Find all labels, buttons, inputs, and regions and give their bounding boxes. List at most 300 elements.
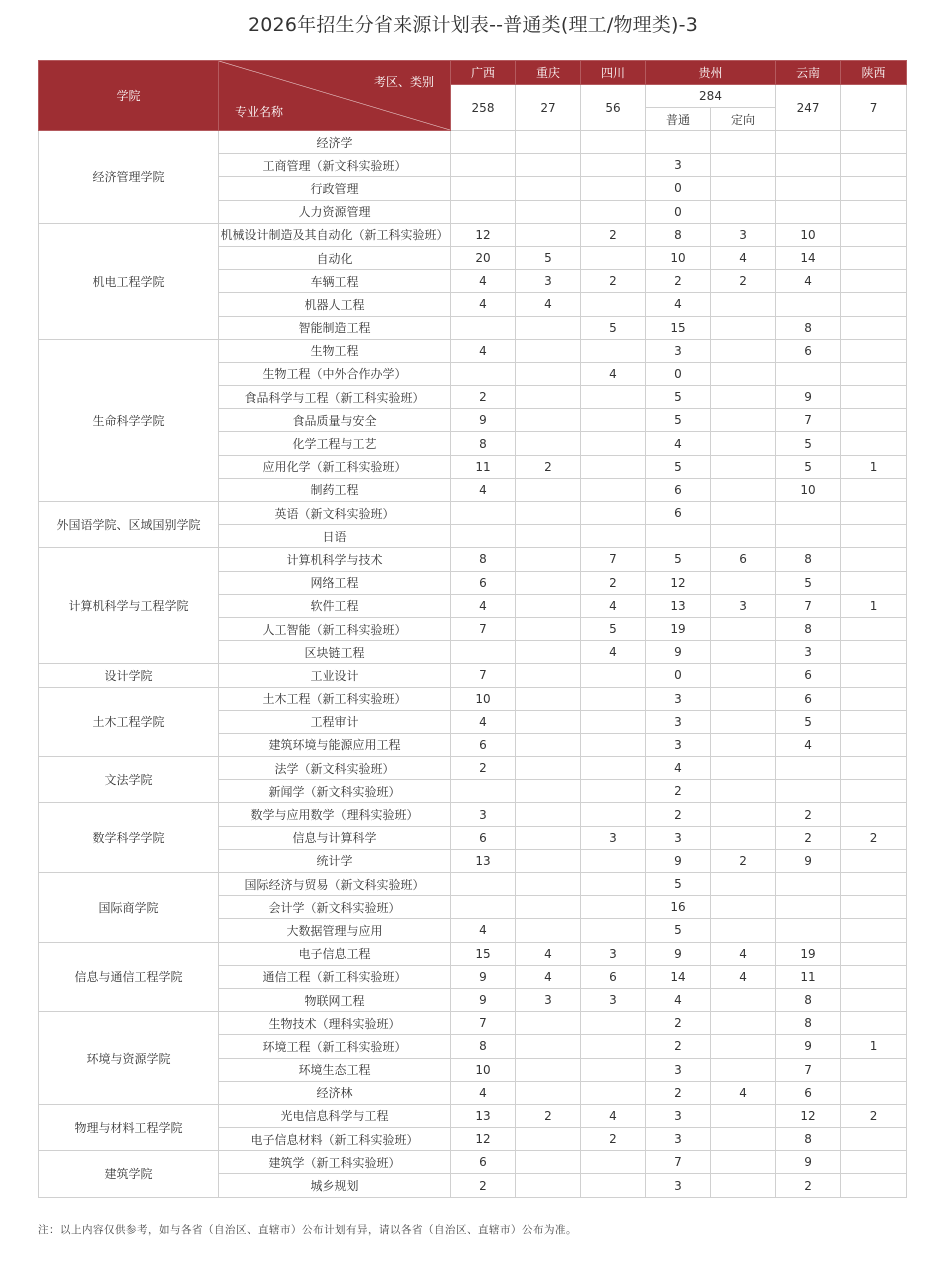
plan-count-cell <box>516 1174 581 1197</box>
plan-count-cell <box>841 502 907 525</box>
plan-count-cell: 4 <box>646 432 711 455</box>
plan-count-cell: 4 <box>711 246 776 269</box>
plan-count-cell: 7 <box>646 1151 711 1174</box>
plan-count-cell <box>581 478 646 501</box>
plan-count-cell: 3 <box>711 594 776 617</box>
plan-count-cell <box>841 757 907 780</box>
plan-count-cell <box>841 873 907 896</box>
plan-count-cell: 4 <box>451 1081 516 1104</box>
table-row <box>39 1012 907 1035</box>
plan-count-cell <box>841 478 907 501</box>
plan-count-cell: 3 <box>581 988 646 1011</box>
plan-count-cell <box>711 131 776 154</box>
plan-count-cell: 6 <box>451 826 516 849</box>
plan-count-cell: 6 <box>776 1081 841 1104</box>
plan-count-cell <box>711 617 776 640</box>
plan-count-cell: 6 <box>646 502 711 525</box>
major-name: 统计学 <box>219 849 451 872</box>
plan-count-cell <box>841 293 907 316</box>
plan-count-cell <box>776 200 841 223</box>
plan-count-cell: 3 <box>646 1058 711 1081</box>
plan-count-cell <box>711 1012 776 1035</box>
plan-count-cell: 7 <box>451 664 516 687</box>
plan-count-cell <box>711 687 776 710</box>
plan-count-cell: 8 <box>646 223 711 246</box>
plan-count-cell: 6 <box>776 664 841 687</box>
major-name: 大数据管理与应用 <box>219 919 451 942</box>
plan-count-cell: 8 <box>776 548 841 571</box>
plan-count-cell <box>841 246 907 269</box>
plan-count-cell: 4 <box>451 293 516 316</box>
plan-count-cell <box>516 757 581 780</box>
college-name: 计算机科学与工程学院 <box>39 548 219 664</box>
plan-count-cell: 3 <box>711 223 776 246</box>
plan-count-cell: 11 <box>451 455 516 478</box>
plan-count-cell: 3 <box>646 710 711 733</box>
plan-count-cell <box>776 131 841 154</box>
plan-count-cell <box>711 1151 776 1174</box>
plan-count-cell <box>581 131 646 154</box>
plan-count-cell: 2 <box>516 455 581 478</box>
plan-count-cell <box>581 757 646 780</box>
plan-count-cell <box>516 826 581 849</box>
plan-table <box>38 60 907 1198</box>
plan-count-cell <box>711 988 776 1011</box>
plan-count-cell: 2 <box>646 780 711 803</box>
plan-count-cell: 2 <box>776 1174 841 1197</box>
plan-count-cell <box>841 200 907 223</box>
plan-count-cell: 5 <box>581 617 646 640</box>
plan-count-cell <box>451 362 516 385</box>
major-name: 建筑环境与能源应用工程 <box>219 733 451 756</box>
table-row <box>39 339 907 362</box>
plan-count-cell <box>841 617 907 640</box>
plan-count-cell: 2 <box>451 1174 516 1197</box>
plan-count-cell <box>451 896 516 919</box>
plan-count-cell <box>516 548 581 571</box>
plan-count-cell <box>451 154 516 177</box>
plan-count-cell: 6 <box>646 478 711 501</box>
plan-count-cell <box>776 757 841 780</box>
plan-count-cell <box>451 177 516 200</box>
plan-count-cell: 12 <box>451 223 516 246</box>
plan-count-cell: 0 <box>646 664 711 687</box>
plan-count-cell <box>711 733 776 756</box>
plan-count-cell <box>841 316 907 339</box>
plan-count-cell: 2 <box>646 1035 711 1058</box>
major-name: 英语（新文科实验班） <box>219 502 451 525</box>
table-row <box>39 1104 907 1127</box>
plan-count-cell: 4 <box>711 1081 776 1104</box>
plan-count-cell <box>516 571 581 594</box>
plan-count-cell: 4 <box>581 1104 646 1127</box>
province-header-guizhou: 贵州 <box>646 61 776 85</box>
plan-count-cell: 1 <box>841 594 907 617</box>
plan-count-cell <box>841 803 907 826</box>
plan-count-cell <box>516 478 581 501</box>
plan-count-cell: 8 <box>451 548 516 571</box>
plan-count-cell: 4 <box>451 919 516 942</box>
plan-count-cell <box>581 1035 646 1058</box>
plan-count-cell <box>841 1174 907 1197</box>
table-row <box>39 873 907 896</box>
major-name: 日语 <box>219 525 451 548</box>
plan-count-cell <box>581 896 646 919</box>
plan-count-cell: 6 <box>451 571 516 594</box>
plan-count-cell: 0 <box>646 362 711 385</box>
plan-count-cell: 2 <box>581 571 646 594</box>
plan-count-cell: 20 <box>451 246 516 269</box>
table-row <box>39 131 907 154</box>
plan-count-cell: 4 <box>776 733 841 756</box>
plan-count-cell: 6 <box>776 339 841 362</box>
table-row <box>39 942 907 965</box>
plan-count-cell <box>841 641 907 664</box>
plan-count-cell <box>841 664 907 687</box>
plan-count-cell <box>711 757 776 780</box>
plan-count-cell <box>711 154 776 177</box>
plan-count-cell <box>581 293 646 316</box>
plan-count-cell <box>711 710 776 733</box>
province-header-shaanxi: 陕西 <box>841 61 907 85</box>
plan-count-cell <box>711 1058 776 1081</box>
plan-count-cell: 2 <box>711 849 776 872</box>
major-name: 法学（新文科实验班） <box>219 757 451 780</box>
major-name: 行政管理 <box>219 177 451 200</box>
plan-count-cell <box>451 641 516 664</box>
plan-count-cell <box>516 131 581 154</box>
plan-count-cell <box>711 293 776 316</box>
major-name: 人力资源管理 <box>219 200 451 223</box>
major-name: 电子信息工程 <box>219 942 451 965</box>
plan-count-cell <box>776 780 841 803</box>
plan-count-cell <box>711 177 776 200</box>
plan-count-cell: 3 <box>581 942 646 965</box>
plan-count-cell <box>711 571 776 594</box>
total-chongqing: 27 <box>516 85 581 131</box>
plan-count-cell <box>841 942 907 965</box>
plan-count-cell <box>581 246 646 269</box>
plan-count-cell: 2 <box>646 270 711 293</box>
plan-count-cell: 4 <box>711 965 776 988</box>
plan-count-cell: 19 <box>776 942 841 965</box>
plan-count-cell: 3 <box>451 803 516 826</box>
plan-count-cell: 2 <box>451 757 516 780</box>
major-name: 人工智能（新工科实验班） <box>219 617 451 640</box>
plan-count-cell: 2 <box>841 1104 907 1127</box>
plan-count-cell <box>711 1104 776 1127</box>
major-name: 经济学 <box>219 131 451 154</box>
plan-count-cell: 5 <box>646 455 711 478</box>
major-name: 生物工程 <box>219 339 451 362</box>
plan-count-cell <box>516 432 581 455</box>
plan-count-cell <box>711 873 776 896</box>
plan-count-cell <box>841 409 907 432</box>
plan-count-cell: 15 <box>646 316 711 339</box>
major-name: 新闻学（新文科实验班） <box>219 780 451 803</box>
plan-count-cell: 2 <box>646 1081 711 1104</box>
plan-count-cell: 12 <box>776 1104 841 1127</box>
plan-count-cell: 9 <box>646 641 711 664</box>
major-name: 制药工程 <box>219 478 451 501</box>
table-row <box>39 1151 907 1174</box>
plan-count-cell <box>581 525 646 548</box>
plan-count-cell <box>776 154 841 177</box>
plan-count-cell <box>581 432 646 455</box>
guizhou-regular-header: 普通 <box>646 108 711 131</box>
plan-count-cell: 6 <box>711 548 776 571</box>
plan-count-cell <box>711 478 776 501</box>
plan-count-cell <box>581 1081 646 1104</box>
table-row <box>39 757 907 780</box>
major-name: 光电信息科学与工程 <box>219 1104 451 1127</box>
plan-count-cell <box>516 780 581 803</box>
plan-count-cell <box>841 1012 907 1035</box>
plan-count-cell: 14 <box>646 965 711 988</box>
plan-count-cell <box>711 502 776 525</box>
plan-count-cell: 6 <box>451 733 516 756</box>
plan-count-cell: 13 <box>451 1104 516 1127</box>
plan-count-cell <box>516 200 581 223</box>
plan-count-cell <box>516 896 581 919</box>
province-header-yunnan: 云南 <box>776 61 841 85</box>
plan-count-cell <box>711 432 776 455</box>
plan-count-cell: 4 <box>711 942 776 965</box>
plan-count-cell <box>711 641 776 664</box>
college-name: 环境与资源学院 <box>39 1012 219 1105</box>
plan-count-cell <box>841 571 907 594</box>
plan-count-cell: 6 <box>581 965 646 988</box>
plan-count-cell: 9 <box>776 1151 841 1174</box>
plan-count-cell <box>581 873 646 896</box>
plan-count-cell <box>711 409 776 432</box>
plan-count-cell: 10 <box>776 478 841 501</box>
plan-count-cell <box>516 525 581 548</box>
college-name: 设计学院 <box>39 664 219 687</box>
plan-count-cell: 4 <box>516 293 581 316</box>
plan-count-cell: 3 <box>646 1128 711 1151</box>
plan-count-cell <box>516 687 581 710</box>
plan-count-cell <box>516 223 581 246</box>
total-yunnan: 247 <box>776 85 841 131</box>
major-name: 工商管理（新文科实验班） <box>219 154 451 177</box>
plan-count-cell <box>711 1174 776 1197</box>
plan-count-cell <box>841 1058 907 1081</box>
province-header-chongqing: 重庆 <box>516 61 581 85</box>
plan-count-cell <box>841 849 907 872</box>
plan-count-cell <box>841 432 907 455</box>
plan-count-cell <box>841 362 907 385</box>
plan-count-cell <box>711 664 776 687</box>
plan-count-cell <box>581 849 646 872</box>
plan-count-cell <box>581 502 646 525</box>
plan-count-cell: 9 <box>451 409 516 432</box>
plan-count-cell <box>451 131 516 154</box>
major-name: 会计学（新文科实验班） <box>219 896 451 919</box>
table-body <box>39 131 907 1198</box>
plan-count-cell <box>581 1012 646 1035</box>
plan-count-cell <box>711 362 776 385</box>
plan-count-cell <box>711 896 776 919</box>
plan-count-cell: 4 <box>646 988 711 1011</box>
plan-count-cell <box>711 826 776 849</box>
plan-count-cell: 9 <box>776 1035 841 1058</box>
plan-count-cell <box>711 200 776 223</box>
plan-count-cell: 6 <box>451 1151 516 1174</box>
college-name: 建筑学院 <box>39 1151 219 1197</box>
plan-count-cell: 10 <box>646 246 711 269</box>
plan-count-cell <box>776 362 841 385</box>
plan-count-cell <box>516 664 581 687</box>
plan-count-cell: 3 <box>646 1174 711 1197</box>
province-header-sichuan: 四川 <box>581 61 646 85</box>
plan-count-cell <box>581 200 646 223</box>
table-header <box>39 61 907 131</box>
major-name: 计算机科学与技术 <box>219 548 451 571</box>
plan-count-cell <box>711 919 776 942</box>
table-row <box>39 664 907 687</box>
plan-count-cell <box>841 525 907 548</box>
footnote: 注：以上内容仅供参考，如与各省（自治区、直辖市）公布计划有异，请以各省（自治区、直辖市）公布为准。 <box>38 1224 577 1236</box>
total-sichuan: 56 <box>581 85 646 131</box>
college-name: 外国语学院、区域国别学院 <box>39 502 219 548</box>
plan-count-cell: 14 <box>776 246 841 269</box>
table-row <box>39 223 907 246</box>
plan-count-cell: 2 <box>581 1128 646 1151</box>
college-header: 学院 <box>39 61 219 131</box>
plan-count-cell: 8 <box>776 988 841 1011</box>
plan-count-cell <box>841 965 907 988</box>
plan-count-cell: 4 <box>451 270 516 293</box>
plan-count-cell: 19 <box>646 617 711 640</box>
plan-count-cell <box>711 803 776 826</box>
plan-count-cell: 4 <box>451 594 516 617</box>
total-shaanxi: 7 <box>841 85 907 131</box>
plan-count-cell: 5 <box>776 455 841 478</box>
major-name: 国际经济与贸易（新文科实验班） <box>219 873 451 896</box>
table-row <box>39 687 907 710</box>
plan-count-cell: 2 <box>646 803 711 826</box>
plan-count-cell: 3 <box>516 270 581 293</box>
plan-count-cell: 5 <box>581 316 646 339</box>
college-name: 土木工程学院 <box>39 687 219 757</box>
college-name: 数学科学学院 <box>39 803 219 873</box>
plan-count-cell: 7 <box>776 594 841 617</box>
major-name: 建筑学（新工科实验班） <box>219 1151 451 1174</box>
plan-count-cell: 5 <box>646 873 711 896</box>
plan-count-cell <box>776 525 841 548</box>
plan-count-cell <box>581 339 646 362</box>
plan-count-cell <box>516 733 581 756</box>
major-name: 网络工程 <box>219 571 451 594</box>
plan-count-cell <box>516 641 581 664</box>
plan-count-cell: 12 <box>451 1128 516 1151</box>
plan-count-cell: 7 <box>776 409 841 432</box>
plan-count-cell <box>516 873 581 896</box>
plan-count-cell: 5 <box>646 919 711 942</box>
major-name-label: 专业名称 <box>235 105 284 119</box>
plan-count-cell <box>451 780 516 803</box>
college-name: 生命科学学院 <box>39 339 219 501</box>
plan-count-cell <box>711 455 776 478</box>
plan-count-cell <box>581 409 646 432</box>
plan-count-cell <box>581 664 646 687</box>
plan-count-cell <box>581 1058 646 1081</box>
plan-count-cell <box>451 316 516 339</box>
plan-count-cell: 5 <box>776 571 841 594</box>
plan-count-cell <box>776 177 841 200</box>
plan-count-cell <box>516 803 581 826</box>
plan-count-cell: 7 <box>581 548 646 571</box>
plan-count-cell <box>581 687 646 710</box>
plan-count-cell: 7 <box>451 617 516 640</box>
major-name: 机器人工程 <box>219 293 451 316</box>
plan-count-cell: 3 <box>646 733 711 756</box>
college-name: 国际商学院 <box>39 873 219 943</box>
total-guizhou: 284 <box>646 85 776 108</box>
plan-count-cell <box>841 1151 907 1174</box>
plan-count-cell: 9 <box>646 942 711 965</box>
plan-count-cell <box>516 316 581 339</box>
plan-count-cell: 4 <box>451 478 516 501</box>
plan-count-cell: 7 <box>776 1058 841 1081</box>
plan-count-cell: 2 <box>646 1012 711 1035</box>
plan-count-cell: 9 <box>451 988 516 1011</box>
plan-count-cell: 1 <box>841 455 907 478</box>
major-name: 区块链工程 <box>219 641 451 664</box>
major-name: 食品质量与安全 <box>219 409 451 432</box>
table-row <box>39 502 907 525</box>
plan-count-cell <box>841 919 907 942</box>
plan-count-cell <box>516 386 581 409</box>
plan-count-cell: 3 <box>516 988 581 1011</box>
major-name: 生物工程（中外合作办学） <box>219 362 451 385</box>
plan-count-cell <box>516 919 581 942</box>
plan-count-cell <box>776 896 841 919</box>
plan-count-cell: 4 <box>581 362 646 385</box>
major-name: 物联网工程 <box>219 988 451 1011</box>
plan-count-cell: 9 <box>776 849 841 872</box>
plan-count-cell: 2 <box>451 386 516 409</box>
major-name: 经济林 <box>219 1081 451 1104</box>
plan-count-cell: 3 <box>646 687 711 710</box>
plan-count-cell: 4 <box>646 757 711 780</box>
plan-count-cell: 4 <box>451 339 516 362</box>
plan-count-cell: 2 <box>581 270 646 293</box>
plan-count-cell <box>841 1128 907 1151</box>
college-name: 文法学院 <box>39 757 219 803</box>
plan-count-cell: 2 <box>581 223 646 246</box>
plan-count-cell <box>841 131 907 154</box>
major-name: 智能制造工程 <box>219 316 451 339</box>
plan-count-cell: 15 <box>451 942 516 965</box>
major-name: 化学工程与工艺 <box>219 432 451 455</box>
plan-count-cell <box>841 710 907 733</box>
plan-count-cell: 3 <box>646 339 711 362</box>
plan-count-cell: 5 <box>646 548 711 571</box>
plan-count-cell <box>711 1035 776 1058</box>
major-name: 环境工程（新工科实验班） <box>219 1035 451 1058</box>
plan-count-cell <box>451 525 516 548</box>
plan-count-cell <box>516 1058 581 1081</box>
plan-count-cell <box>711 339 776 362</box>
plan-count-cell <box>711 1128 776 1151</box>
plan-count-cell: 4 <box>516 942 581 965</box>
plan-count-cell <box>841 386 907 409</box>
plan-count-cell <box>776 919 841 942</box>
plan-count-cell <box>581 177 646 200</box>
plan-count-cell: 5 <box>646 409 711 432</box>
